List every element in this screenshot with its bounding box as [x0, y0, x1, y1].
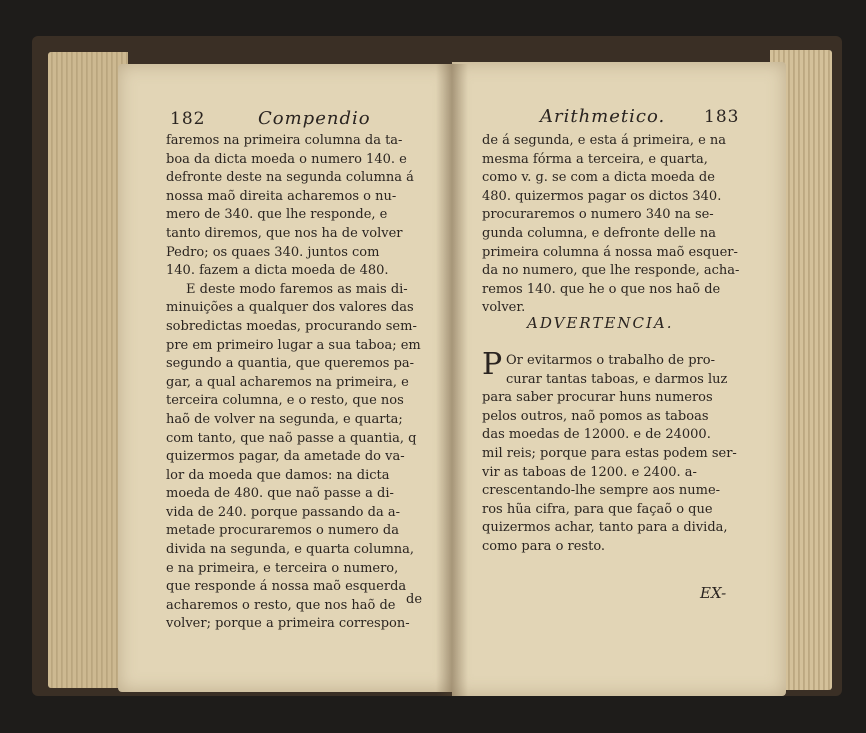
left-page-text [166, 132, 421, 634]
text-line: Or evitarmos o trabalho de pro- [506, 353, 715, 368]
left-running-head: Compendio [258, 108, 371, 129]
text-line: vir as taboas de 1200. e 2400. a- [482, 464, 697, 480]
text-line: e na primeira, e terceira o numero, [166, 560, 399, 576]
book-gutter [436, 64, 468, 696]
section-heading: ADVERTENCIA. [527, 314, 674, 332]
text-line: pre em primeiro lugar a sua taboa; em [166, 337, 421, 353]
text-line: como para o resto. [482, 538, 606, 554]
text-line: gunda columna, e defronte delle na [482, 225, 717, 241]
text-line: com tanto, que naõ passe a quantia, q [166, 430, 417, 446]
text-line: procuraremos o numero 340 na se- [482, 207, 714, 223]
text-line: vida de 240. porque passando da a- [166, 504, 400, 520]
right-running-head: Arithmetico. [540, 106, 666, 127]
text-line: quizermos pagar, da ametade do va- [166, 449, 405, 465]
left-catchword: de [406, 592, 423, 607]
right-catchword: EX- [700, 584, 727, 602]
text-line: lor da moeda que damos: na dicta [166, 467, 390, 483]
left-page-edges [48, 52, 128, 688]
text-line: quizermos achar, tanto para a divida, [482, 520, 728, 536]
right-page-number: 183 [704, 107, 740, 127]
text-line: volver. [482, 300, 526, 316]
text-line: mero de 340. que lhe responde, e [166, 207, 388, 223]
text-line: curar tantas taboas, e darmos luz [506, 371, 728, 387]
text-line: segundo a quantia, que queremos pa- [166, 356, 415, 372]
text-line: da no numero, que lhe responde, acha- [482, 263, 740, 279]
text-line: sobredictas moedas, procurando sem- [166, 318, 417, 334]
right-page-text-top [482, 132, 739, 318]
text-line: defronte deste na segunda columna á [166, 170, 414, 186]
text-line: 480. quizermos pagar os dictos 340. [482, 188, 722, 204]
text-line: acharemos o resto, que nos haõ de [166, 597, 396, 613]
right-page-text-bottom [482, 347, 737, 557]
text-line: como v. g. se com a dicta moeda de [482, 170, 715, 186]
text-line: gar, a qual acharemos na primeira, e [166, 374, 409, 390]
text-line: 140. fazem a dicta moeda de 480. [166, 263, 389, 279]
left-page [118, 64, 452, 692]
text-line: haõ de volver na segunda, e quarta; [166, 411, 403, 427]
text-line: que responde á nossa maõ esquerda [166, 579, 407, 595]
text-line: primeira columna á nossa maõ esquer- [482, 244, 738, 260]
text-line: ros hũa cifra, para que façaõ o que [482, 501, 713, 517]
text-line: mil reis; porque para estas podem ser- [482, 445, 737, 461]
text-line: Pedro; os quaes 340. juntos com [166, 244, 380, 260]
text-line: pelos outros, naõ pomos as taboas [482, 408, 709, 424]
text-line: E deste modo faremos as mais di- [186, 281, 408, 297]
text-line: terceira columna, e o resto, que nos [166, 393, 404, 409]
text-line: faremos na primeira columna da ta- [166, 133, 403, 148]
text-line: nossa maõ direita acharemos o nu- [166, 188, 397, 204]
right-page [452, 62, 786, 696]
text-line: das moedas de 12000. e de 24000. [482, 427, 711, 443]
text-line: mesma fórma a terceira, e quarta, [482, 151, 708, 167]
text-line: para saber procurar huns numeros [482, 390, 713, 406]
drop-cap: P [482, 347, 503, 382]
text-line: metade procuraremos o numero da [166, 523, 399, 539]
text-line: de á segunda, e esta á primeira, e na [482, 133, 727, 148]
text-line: remos 140. que he o que nos haõ de [482, 281, 721, 297]
text-line: minuições a qualquer dos valores das [166, 300, 414, 316]
text-line: volver; porque a primeira correspon- [166, 616, 410, 632]
text-line: tanto diremos, que nos ha de volver [166, 225, 403, 241]
left-page-number: 182 [170, 109, 206, 129]
text-line: divida na segunda, e quarta columna, [166, 542, 415, 558]
text-line: boa da dicta moeda o numero 140. e [166, 151, 407, 167]
text-line: moeda de 480. que naõ passe a di- [166, 486, 394, 502]
text-line: crescentando-lhe sempre aos nume- [482, 483, 721, 499]
